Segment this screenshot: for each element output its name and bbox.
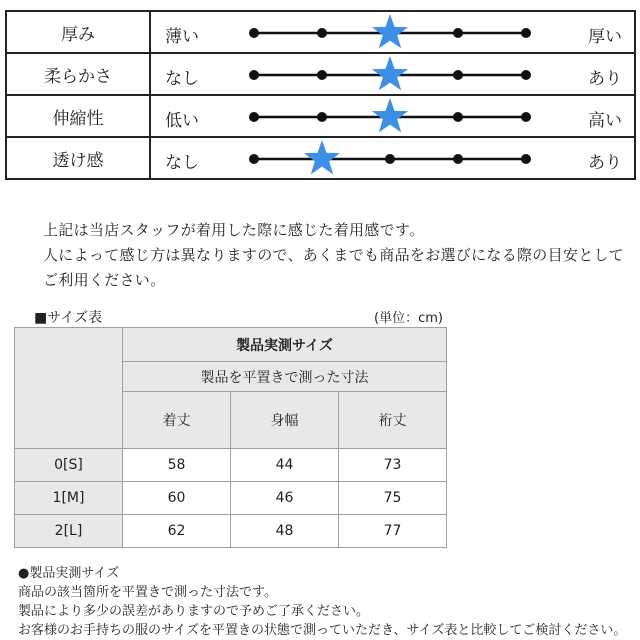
feel-attribute: 柔らかさ (6, 53, 150, 95)
scale-dot (249, 70, 259, 80)
scale-dot (453, 70, 463, 80)
feel-scale-cell (150, 53, 635, 95)
footnote-line: ●製品実測サイズ (18, 566, 120, 581)
scale-left-label: なし (165, 69, 199, 89)
feel-scale-cell (150, 95, 635, 137)
size-value-cell: 62 (123, 515, 231, 548)
feel-attribute: 伸縮性 (6, 95, 150, 137)
scale-left-label: 薄い (165, 27, 199, 47)
scale-dot (249, 28, 259, 38)
table-row (15, 482, 447, 515)
size-value-cell: 46 (231, 482, 339, 515)
scale-left-label: なし (165, 153, 199, 173)
size-value-cell: 73 (339, 449, 447, 482)
size-value-cell: 58 (123, 449, 231, 482)
size-table-unit: (単位：cm) (374, 311, 443, 326)
scale-dot (521, 70, 531, 80)
scale-right-label: 高い (588, 111, 622, 131)
scale-dot (317, 112, 327, 122)
size-column-header: 身幅 (231, 392, 339, 449)
feel-scale-cell (150, 137, 635, 179)
scale-dot (385, 154, 395, 164)
scale-dot (453, 112, 463, 122)
scale-dot (249, 112, 259, 122)
scale-track (151, 138, 636, 178)
footnote-line: 商品の該当箇所を平置きで測った寸法です。 (18, 585, 277, 600)
rating-star-icon (304, 140, 340, 174)
size-table (14, 327, 447, 548)
scale-dot (521, 28, 531, 38)
feel-row-stretch (6, 95, 635, 137)
table-row (15, 515, 447, 548)
size-label-cell: 1[M] (15, 482, 123, 515)
size-column-header: 着丈 (123, 392, 231, 449)
scale-track (151, 12, 636, 52)
table-row (15, 449, 447, 482)
rating-star-icon (372, 14, 408, 48)
feel-attribute: 透け感 (6, 137, 150, 179)
feel-attribute: 厚み (6, 11, 150, 53)
feel-scale-cell (150, 11, 635, 53)
scale-dot (453, 28, 463, 38)
note-line: 上記は当店スタッフが着用した際に感じた着用感です。 (43, 221, 425, 239)
size-table-heading: ■サイズ表 (34, 310, 103, 326)
scale-dot (521, 112, 531, 122)
feel-row-thickness (6, 11, 635, 53)
size-group-subtitle: 製品を平置きで測った寸法 (123, 362, 447, 392)
scale-right-label: あり (588, 69, 622, 89)
size-value-cell: 48 (231, 515, 339, 548)
scale-left-label: 低い (165, 111, 199, 131)
size-value-cell: 44 (231, 449, 339, 482)
size-value-cell: 75 (339, 482, 447, 515)
size-column-header: 裄丈 (339, 392, 447, 449)
size-label-cell: 2[L] (15, 515, 123, 548)
feel-row-sheerness (6, 137, 635, 179)
scale-track (151, 54, 636, 94)
scale-dot (317, 28, 327, 38)
scale-dot (317, 70, 327, 80)
footnote-line: 製品により多少の誤差がありますので予めご了承ください。 (18, 604, 370, 619)
size-value-cell: 60 (123, 482, 231, 515)
scale-dot (453, 154, 463, 164)
scale-dot (249, 154, 259, 164)
scale-dot (521, 154, 531, 164)
scale-right-label: 厚い (588, 27, 622, 47)
size-label-cell: 0[S] (15, 449, 123, 482)
size-group-title: 製品実測サイズ (123, 328, 447, 362)
size-corner-cell (15, 328, 123, 449)
rating-star-icon (372, 56, 408, 90)
scale-right-label: あり (588, 153, 622, 173)
footnote-line: お客様のお手持ちの服のサイズを平置きの状態で測っていただき、サイズ表と比較してご検討ください。 (18, 623, 627, 638)
scale-track (151, 96, 636, 136)
feel-row-softness (6, 53, 635, 95)
note-line: 人によって感じ方は異なりますので、あくまでも商品をお選びになる際の目安として (43, 246, 625, 264)
feel-scale-table (5, 10, 636, 180)
note-line: ご利用ください。 (43, 271, 166, 289)
rating-star-icon (372, 98, 408, 132)
size-value-cell: 77 (339, 515, 447, 548)
